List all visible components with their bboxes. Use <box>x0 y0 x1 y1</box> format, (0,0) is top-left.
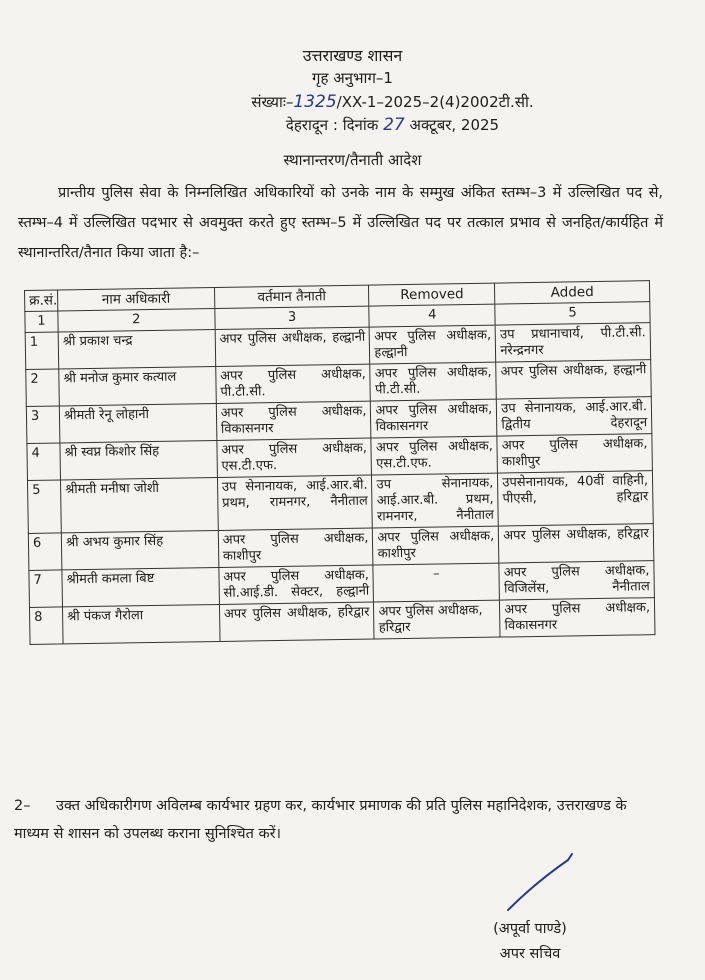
row-added: अपर पुलिस अधीक्षक, काशीपुर <box>497 434 652 473</box>
row-current-posting: अपर पुलिस अधीक्षक, हरिद्वार <box>219 602 374 641</box>
order-number-suffix: /XX-1–2025–2(4)2002टी.सी. <box>336 93 534 111</box>
row-current-posting: अपर पुलिस अधीक्षक, काशीपुर <box>218 528 373 567</box>
row-officer-name: श्रीमती मनीषा जोशी <box>60 477 218 532</box>
row-officer-name: श्रीमती रेनू लोहानी <box>59 403 216 442</box>
header-serial: क्र.सं. <box>25 290 58 312</box>
row-added: अपर पुलिस अधीक्षक, विकासनगर <box>500 598 655 637</box>
row-added: उपसेनानायक, 40वीं वाहिनी, पीएसी, हरिद्वार <box>498 471 654 526</box>
signatory-name: (अपूर्वा पाण्डे) <box>493 921 567 937</box>
row-removed: – <box>373 563 499 602</box>
order-number-line <box>40 92 705 112</box>
row-added: अपर पुलिस अधीक्षक, हरिद्वार <box>499 524 654 563</box>
header-current-posting: वर्तमान तैनाती <box>214 285 369 308</box>
row-removed: अपर पुलिस अधीक्षक, एस.टी.एफ. <box>371 436 497 475</box>
date-prefix: देहरादून : दिनांक <box>285 116 379 134</box>
row-officer-name: श्री अभय कुमार सिंह <box>61 530 218 569</box>
intro-paragraph <box>18 178 663 268</box>
row-added: अपर पुलिस अधीक्षक, हल्द्वानी <box>496 360 651 399</box>
row-serial: 2 <box>26 369 60 407</box>
order-number-handwritten: 1325 <box>293 92 337 112</box>
row-officer-name: श्री पंकज गैरोला <box>62 604 219 643</box>
row-serial: 4 <box>27 443 61 481</box>
row-removed: अपर पुलिस अधीक्षक, पी.टी.सी. <box>370 362 496 401</box>
closing-text: उक्त अधिकारीगण अविलम्ब कार्यभार ग्रहण कर, कार्यभार प्रमाणक की प्रति पुलिस महानिदेशक, उत्तराखण्ड के माध्यम से शासन को उपलब्ध कराना सुनिश्चित करें। <box>14 798 627 842</box>
row-officer-name: श्री मनोज कुमार कत्याल <box>59 367 216 406</box>
header-removed: Removed <box>369 283 495 306</box>
row-removed: अपर पुलिस अधीक्षक, काशीपुर <box>373 526 499 565</box>
row-added: अपर पुलिस अधीक्षक, विजिलेंस, नैनीताल <box>499 561 654 600</box>
row-current-posting: उप सेनानायक, आई.आर.बी. प्रथम, रामनगर, नैनीताल <box>217 475 373 530</box>
row-serial: 5 <box>27 480 61 534</box>
date-handwritten: 27 <box>383 115 405 135</box>
table-row <box>27 471 653 534</box>
intro-text: प्रान्तीय पुलिस सेवा के निम्नलिखित अधिकारियों को उनके नाम के सम्मुख अंकित स्तम्भ–3 में उल्लिखित पद से, स्तम्भ–4 में उल्लिखित पदभार से अवमुक्त करते हुए स्तम्भ–5 में उल्लिखित पद पर तत्काल प्रभाव से जनहित/कार्यहित में स्थानान्तरित/तैनात किया जाता है:– <box>18 185 663 261</box>
order-number-prefix: संख्याः– <box>251 93 294 111</box>
row-serial: 7 <box>29 570 63 608</box>
signature-mark <box>500 848 590 918</box>
col-number: 5 <box>495 302 650 325</box>
order-date-line <box>40 115 705 135</box>
department-title: गृह अनुभाग–1 <box>312 69 393 87</box>
transfer-table <box>24 280 655 645</box>
government-title: उत्तराखण्ड शासन <box>302 46 403 65</box>
row-officer-name: श्रीमती कमला बिष्ट <box>62 567 219 606</box>
row-added: उप सेनानायक, आई.आर.बी. द्वितीय देहरादून <box>497 397 652 436</box>
paragraph-number: 2– <box>14 798 31 814</box>
order-subject: स्थानान्तरण/तैनाती आदेश <box>283 151 422 169</box>
col-number: 4 <box>369 304 495 327</box>
col-number: 3 <box>215 306 370 329</box>
header-added: Added <box>495 281 650 304</box>
signatory-designation: अपर सचिव <box>499 946 561 962</box>
row-serial: 3 <box>26 406 60 444</box>
row-current-posting: अपर पुलिस अधीक्षक, पी.टी.सी. <box>215 364 370 403</box>
row-officer-name: श्री प्रकाश चन्द्र <box>58 330 215 369</box>
row-current-posting: अपर पुलिस अधीक्षक, सी.आई.डी. सेक्टर, हल्द्वानी <box>219 565 374 604</box>
row-officer-name: श्री स्वप्न किशोर सिंह <box>60 440 217 479</box>
header-officer-name: नाम अधिकारी <box>58 288 215 311</box>
col-number: 1 <box>25 311 58 333</box>
row-current-posting: अपर पुलिस अधीक्षक, विकासनगर <box>216 401 371 440</box>
row-serial: 6 <box>28 533 62 571</box>
row-removed: अपर पुलिस अधीक्षक, विकासनगर <box>371 399 497 438</box>
col-number: 2 <box>58 309 215 332</box>
row-removed: अपर पुलिस अधीक्षक, हरिद्वार <box>374 600 500 639</box>
row-current-posting: अपर पुलिस अधीक्षक, एस.टी.एफ. <box>217 438 372 477</box>
date-suffix: अक्टूबर, 2025 <box>409 116 500 134</box>
row-removed: उप सेनानायक, आई.आर.बी. प्रथम, रामनगर, नैनीताल <box>372 473 499 528</box>
row-removed: अपर पुलिस अधीक्षक, हल्द्वानी <box>370 325 496 364</box>
row-serial: 1 <box>25 332 59 370</box>
row-current-posting: अपर पुलिस अधीक्षक, हल्द्वानी <box>215 327 370 366</box>
row-added: उप प्रधानाचार्य, पी.टी.सी. नरेन्द्रनगर <box>495 323 650 362</box>
closing-paragraph <box>14 792 664 848</box>
row-serial: 8 <box>29 607 63 645</box>
